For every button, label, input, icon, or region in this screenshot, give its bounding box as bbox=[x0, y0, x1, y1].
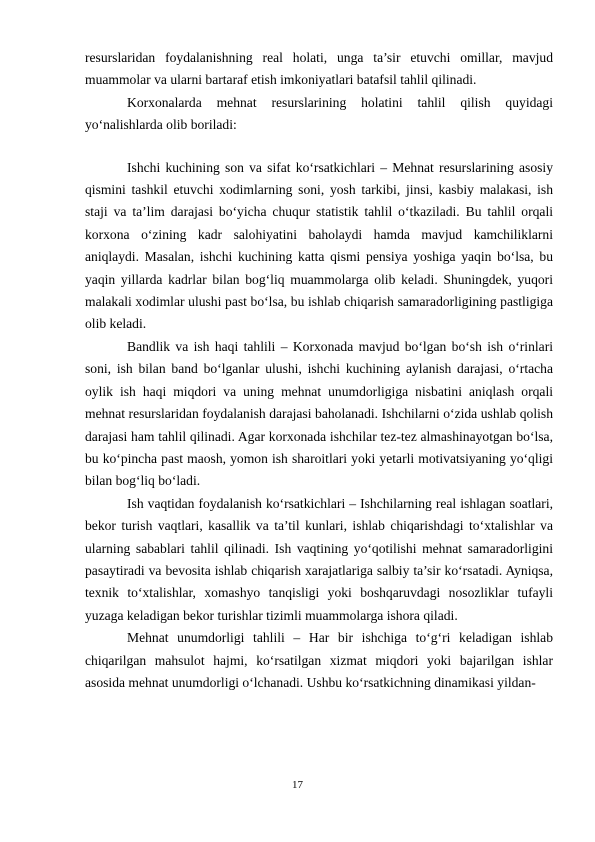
paragraph-spacer bbox=[85, 137, 553, 157]
paragraph-intro: Korxonalarda mehnat resurslarining holatini tahlil qilish quyidagi yo‘nalishlarda olib boriladi: bbox=[85, 94, 553, 133]
paragraph-working-time: Ish vaqtidan foydalanish ko‘rsatkichlari – Ishchilarning real ishlagan soatlari, bekor turish vaqtlari, kasallik va ta’til kunlari, ishlab chiqarishdagi to‘xtalishlar va ularning sabablari tahlil qilinadi. Ish vaqtining yo‘qotilishi mehnat samaradorligini pasaytiradi va bevosita ishlab chiqarish xarajatlariga salbiy ta’sir ko‘rsatadi. Ayniqsa, texnik to‘xtalishlar, xomashyo tanqisligi yoki boshqaruvdagi nosozliklar tufayli yuzaga keladigan bekor turishlar tizimli muammolarga ishora qiladi. bbox=[85, 495, 553, 623]
paragraph-workforce-indicators: Ishchi kuchining son va sifat ko‘rsatkichlari – Mehnat resurslarining asosiy qismini tashkil etuvchi xodimlarning soni, yosh tarkibi, jinsi, kasbiy malakasi, ish staji va ta’lim darajasi bo‘yicha chuqur statistik tahlil o‘tkaziladi. Bu tahlil orqali korxona o‘zining kadr salohiyatini baholaydi hamda mavjud kamchiliklarni aniqlaydi. Masalan, ishchi kuchining katta qismi pensiya yoshiga yaqin bo‘lsa, bu yaqin yillarda kadrlar bilan bog‘liq muammolarga olib keladi. Shuningdek, yuqori malakali xodimlar ulushi past bo‘lsa, bu ishlab chiqarish samaradorligining pastligiga olib keladi. bbox=[85, 159, 553, 332]
document-page bbox=[85, 47, 553, 694]
paragraph-continuation: resurslaridan foydalanishning real holati, unga ta’sir etuvchi omillar, mavjud muammolar va ularni bartaraf etish imkoniyatlari batafsil tahlil qilinadi. bbox=[85, 50, 553, 88]
paragraph-employment-wages: Bandlik va ish haqi tahlili – Korxonada mavjud bo‘lgan bo‘sh ish o‘rinlari soni, ish bilan band bo‘lganlar ulushi, ishchi kuchining aylanish darajasi, o‘rtacha oylik ish haqi miqdori va uning mehnat unumdorligiga nisbatini aniqlash orqali mehnat resurslaridan foydalanish darajasi baholanadi. Ishchilarni o‘zida ushlab qolish darajasi ham tahlil qilinadi. Agar korxonada ishchilar tez-tez almashinayotgan bo‘lsa, bu ko‘pincha past maosh, yomon ish sharoitlari yoki yetarli motivatsiyaning yo‘qligi bilan bog‘liq bo‘ladi. bbox=[85, 338, 553, 489]
page-number: 17 bbox=[292, 779, 303, 791]
paragraph-labor-productivity: Mehnat unumdorligi tahlili – Har bir ishchiga to‘g‘ri keladigan ishlab chiqarilgan mahsulot hajmi, ko‘rsatilgan xizmat miqdori yoki bajarilgan ishlar asosida mehnat unumdorligi o‘lchanadi. Ushbu ko‘rsatkichning dinamikasi yildan- bbox=[85, 630, 553, 690]
